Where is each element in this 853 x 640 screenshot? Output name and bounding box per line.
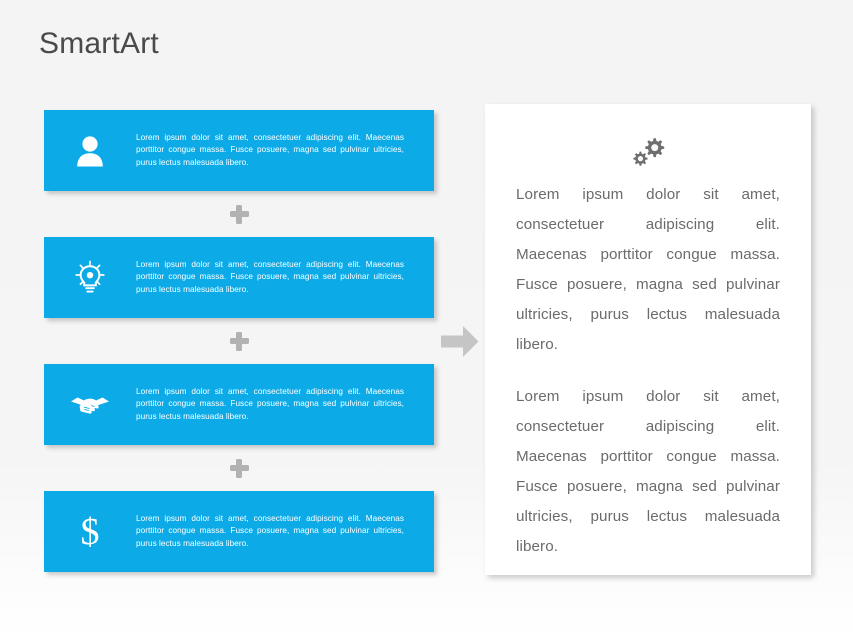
steps-column bbox=[44, 110, 434, 572]
person-icon bbox=[44, 110, 136, 191]
result-paragraph-1: Lorem ipsum dolor sit amet, consectetuer adipiscing elit. Maecenas porttitor congue massa. Fusce posuere, magna sed pulvinar ultricies, purus lectus malesuada libero. bbox=[516, 186, 780, 353]
result-panel[interactable] bbox=[485, 104, 811, 575]
step-card-text: Lorem ipsum dolor sit amet, consectetuer adipiscing elit. Maecenas porttitor congue massa. Fusce posuere, magna sed pulvinar ultricies, purus lectus malesuada libero. bbox=[136, 513, 404, 548]
plus-icon bbox=[230, 459, 249, 478]
connector-2 bbox=[44, 318, 434, 364]
step-card-text: Lorem ipsum dolor sit amet, consectetuer adipiscing elit. Maecenas porttitor congue massa. Fusce posuere, magna sed pulvinar ultricies, purus lectus malesuada libero. bbox=[136, 386, 404, 421]
step-card-1[interactable] bbox=[44, 110, 434, 191]
gears-icon bbox=[516, 126, 780, 180]
step-card-3[interactable] bbox=[44, 364, 434, 445]
handshake-icon bbox=[44, 364, 136, 445]
connector-1 bbox=[44, 191, 434, 237]
step-card-text: Lorem ipsum dolor sit amet, consectetuer adipiscing elit. Maecenas porttitor congue massa. Fusce posuere, magna sed pulvinar ultricies, purus lectus malesuada libero. bbox=[136, 132, 404, 167]
step-card-4[interactable] bbox=[44, 491, 434, 572]
plus-icon bbox=[230, 205, 249, 224]
lightbulb-idea-icon bbox=[44, 237, 136, 318]
page-title: SmartArt bbox=[39, 27, 159, 60]
right-arrow-icon bbox=[441, 325, 479, 358]
result-paragraph-2: Lorem ipsum dolor sit amet, consectetuer adipiscing elit. Maecenas porttitor congue massa. Fusce posuere, magna sed pulvinar ultricies, purus lectus malesuada libero. bbox=[516, 388, 780, 555]
connector-3 bbox=[44, 445, 434, 491]
plus-icon bbox=[230, 332, 249, 351]
step-card-text: Lorem ipsum dolor sit amet, consectetuer adipiscing elit. Maecenas porttitor congue massa. Fusce posuere, magna sed pulvinar ultricies, purus lectus malesuada libero. bbox=[136, 259, 404, 294]
step-card-2[interactable] bbox=[44, 237, 434, 318]
svg-text:$: $ bbox=[80, 510, 100, 553]
dollar-sign-icon bbox=[44, 491, 136, 572]
